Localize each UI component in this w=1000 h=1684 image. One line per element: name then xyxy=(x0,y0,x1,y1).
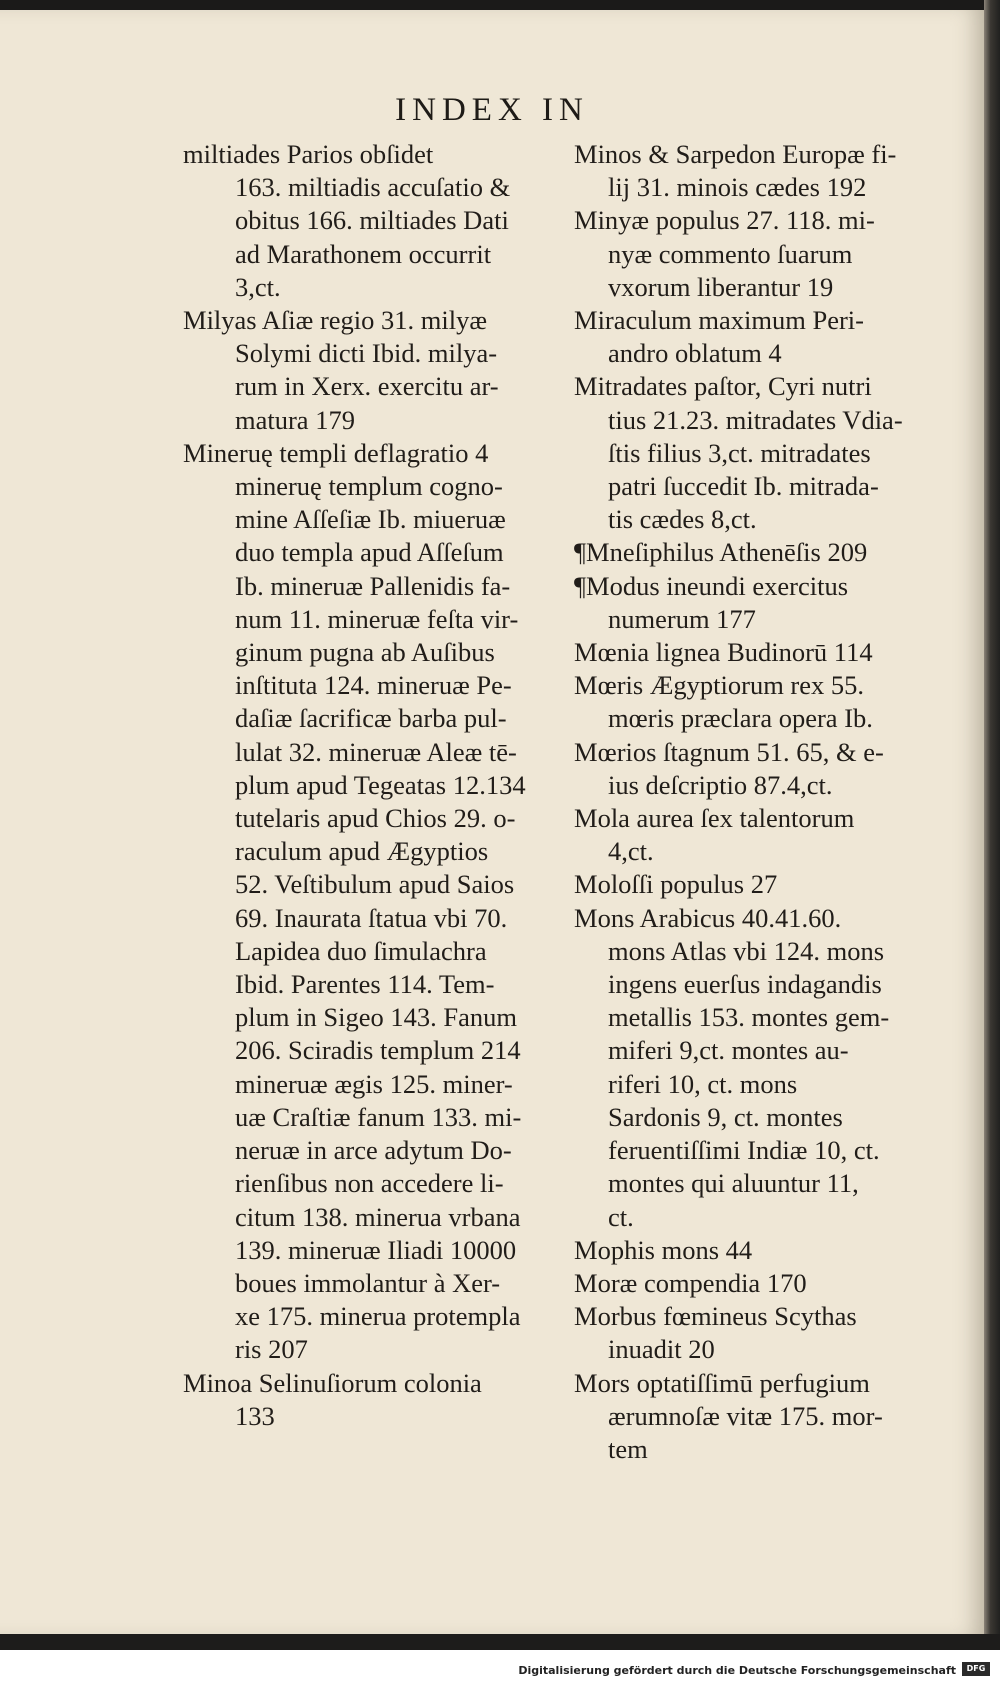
entry-line: numerum 177 xyxy=(608,603,756,634)
entry-line: 4,ct. xyxy=(608,836,654,867)
book-page xyxy=(0,10,984,1634)
entry-line: andro oblatum 4 xyxy=(608,338,782,369)
entry-line: Ibid. Parentes 114. Tem- xyxy=(235,969,495,1000)
entry-line: miferi 9,ct. montes au- xyxy=(608,1035,849,1066)
entry-line: mons Atlas vbi 124. mons xyxy=(608,935,885,966)
entry-line: montes qui aluuntur 11, xyxy=(608,1168,859,1199)
entry-line: inuadit 20 xyxy=(608,1334,715,1365)
index-entry xyxy=(574,1367,934,1467)
entry-line: ¶Modus ineundi exercitus xyxy=(574,570,849,601)
entry-line: Moloſſi populus 27 xyxy=(574,869,778,900)
entry-line: tius 21.23. mitradates Vdia- xyxy=(608,404,903,435)
entry-line: ad Marathonem occurrit xyxy=(235,238,492,269)
entry-line: raculum apud Ægyptios xyxy=(235,836,489,867)
entry-line: Minos & Sarpedon Europæ fi- xyxy=(574,139,897,169)
entry-line: 52. Veſtibulum apud Saios xyxy=(235,869,515,900)
entry-line: rum in Xerx. exercitu ar- xyxy=(235,371,499,402)
index-entry xyxy=(574,902,934,1234)
index-entry xyxy=(574,204,934,304)
entry-line: xe 175. minerua protempla xyxy=(235,1301,521,1332)
entry-line: 163. miltiadis accuſatio & xyxy=(235,172,511,203)
entry-line: Mophis mons 44 xyxy=(574,1234,753,1265)
dfg-logo-icon: DFG xyxy=(962,1662,990,1676)
index-entry xyxy=(183,437,545,1367)
index-entry xyxy=(183,138,545,304)
index-entry xyxy=(574,802,934,868)
entry-line: 206. Sciradis templum 214 xyxy=(235,1035,521,1066)
entry-line: Mineruę templi deflagratio 4 xyxy=(183,437,489,468)
entry-line: tis cædes 8,ct. xyxy=(608,504,757,535)
entry-line: nyæ commento ſuarum xyxy=(608,238,853,269)
entry-line: feruentiſſimi Indiæ 10, ct. xyxy=(608,1135,880,1166)
index-entry xyxy=(574,138,934,204)
entry-line: Minoa Selinuſiorum colonia xyxy=(183,1367,482,1398)
entry-line: Milyas Aſiæ regio 31. milyæ xyxy=(183,305,488,336)
entry-line: duo templa apud Aſſeſum xyxy=(235,537,504,568)
entry-line: ct. xyxy=(608,1201,634,1232)
index-entry xyxy=(574,304,934,370)
entry-line: Moræ compendia 170 xyxy=(574,1267,807,1298)
entry-line: boues immolantur à Xer- xyxy=(235,1267,501,1298)
entry-line: Mœnia lignea Budinorū 114 xyxy=(574,637,873,668)
index-entry xyxy=(574,1267,934,1300)
entry-line: metallis 153. montes gem- xyxy=(608,1002,890,1033)
entry-line: patri ſuccedit Ib. mitrada- xyxy=(608,471,879,502)
index-entry xyxy=(574,868,934,901)
entry-line: ginum pugna ab Auſibus xyxy=(235,637,495,668)
index-entry xyxy=(574,669,934,735)
entry-line: Sardonis 9, ct. montes xyxy=(608,1101,843,1132)
entry-line: Lapidea duo ſimulachra xyxy=(235,935,487,966)
entry-line: Mola aurea ſex talentorum xyxy=(574,803,855,834)
index-entry xyxy=(574,736,934,802)
entry-line: ingens euerſus indagandis xyxy=(608,969,882,1000)
book-edge xyxy=(984,0,1000,1640)
index-entry xyxy=(574,370,934,536)
entry-line: ſtis filius 3,ct. mitradates xyxy=(608,437,871,468)
entry-line: obitus 166. miltiades Dati xyxy=(235,205,509,236)
entry-line: inſtituta 124. mineruæ Pe- xyxy=(235,670,512,701)
bottom-border xyxy=(0,1634,1000,1650)
entry-line: tutelaris apud Chios 29. o- xyxy=(235,803,516,834)
entry-line: daſiæ ſacrificæ barba pul- xyxy=(235,703,507,734)
entry-line: Mors optatiſſimū perfugium xyxy=(574,1367,870,1398)
top-border xyxy=(0,0,1000,10)
index-entry xyxy=(574,1234,934,1267)
footer-credit: Digitalisierung gefördert durch die Deutsche Forschungsgemeinschaft xyxy=(518,1664,956,1677)
entry-line: Mons Arabicus 40.41.60. xyxy=(574,902,842,933)
entry-line: lij 31. minois cædes 192 xyxy=(608,172,867,203)
entry-line: matura 179 xyxy=(235,404,355,435)
index-entry xyxy=(574,570,934,636)
entry-line: ris 207 xyxy=(235,1334,308,1365)
entry-line: mine Aſſeſiæ Ib. miueruæ xyxy=(235,504,506,535)
index-entry xyxy=(183,1367,545,1433)
page-header: INDEX IN xyxy=(395,92,589,128)
right-index-column xyxy=(574,138,934,1466)
entry-line: Mœrios ſtagnum 51. 65, & e- xyxy=(574,736,884,767)
index-entry xyxy=(574,636,934,669)
entry-line: citum 138. minerua vrbana xyxy=(235,1201,521,1232)
entry-line: miltiades Parios obſidet xyxy=(183,139,434,169)
entry-line: rienſibus non accedere li- xyxy=(235,1168,504,1199)
entry-line: 69. Inaurata ſtatua vbi 70. xyxy=(235,902,508,933)
entry-line: ius deſcriptio 87.4,ct. xyxy=(608,769,833,800)
entry-line: uæ Craſtiæ fanum 133. mi- xyxy=(235,1101,522,1132)
entry-line: Ib. mineruæ Pallenidis fa- xyxy=(235,570,511,601)
entry-line: Miraculum maximum Peri- xyxy=(574,305,864,336)
entry-line: mineruę templum cogno- xyxy=(235,471,503,502)
index-entry xyxy=(574,536,934,569)
entry-line: tem xyxy=(608,1433,648,1464)
entry-line: riferi 10, ct. mons xyxy=(608,1068,798,1099)
entry-line: 3,ct. xyxy=(235,271,281,302)
entry-line: ærumnoſæ vitæ 175. mor- xyxy=(608,1400,883,1431)
entry-line: lulat 32. mineruæ Aleæ tē- xyxy=(235,736,517,767)
entry-line: 139. mineruæ Iliadi 10000 xyxy=(235,1234,517,1265)
entry-line: num 11. mineruæ feſta vir- xyxy=(235,603,519,634)
entry-line: Mitradates paſtor, Cyri nutri xyxy=(574,371,872,402)
entry-line: Minyæ populus 27. 118. mi- xyxy=(574,205,875,236)
index-entry xyxy=(183,304,545,437)
entry-line: Mœris Ægyptiorum rex 55. xyxy=(574,670,865,701)
entry-line: ¶Mneſiphilus Athenēſis 209 xyxy=(574,537,868,568)
entry-line: neruæ in arce adytum Do- xyxy=(235,1135,512,1166)
index-entry xyxy=(574,1300,934,1366)
left-index-column xyxy=(183,138,545,1433)
entry-line: vxorum liberantur 19 xyxy=(608,271,834,302)
entry-line: plum apud Tegeatas 12.134 xyxy=(235,769,526,800)
entry-line: Morbus fœmineus Scythas xyxy=(574,1301,857,1332)
entry-line: Solymi dicti Ibid. milya- xyxy=(235,338,498,369)
entry-line: 133 xyxy=(235,1400,275,1431)
entry-line: plum in Sigeo 143. Fanum xyxy=(235,1002,517,1033)
entry-line: mineruæ ægis 125. miner- xyxy=(235,1068,513,1099)
footer-bar xyxy=(0,1650,1000,1684)
entry-line: mœris præclara opera Ib. xyxy=(608,703,873,734)
